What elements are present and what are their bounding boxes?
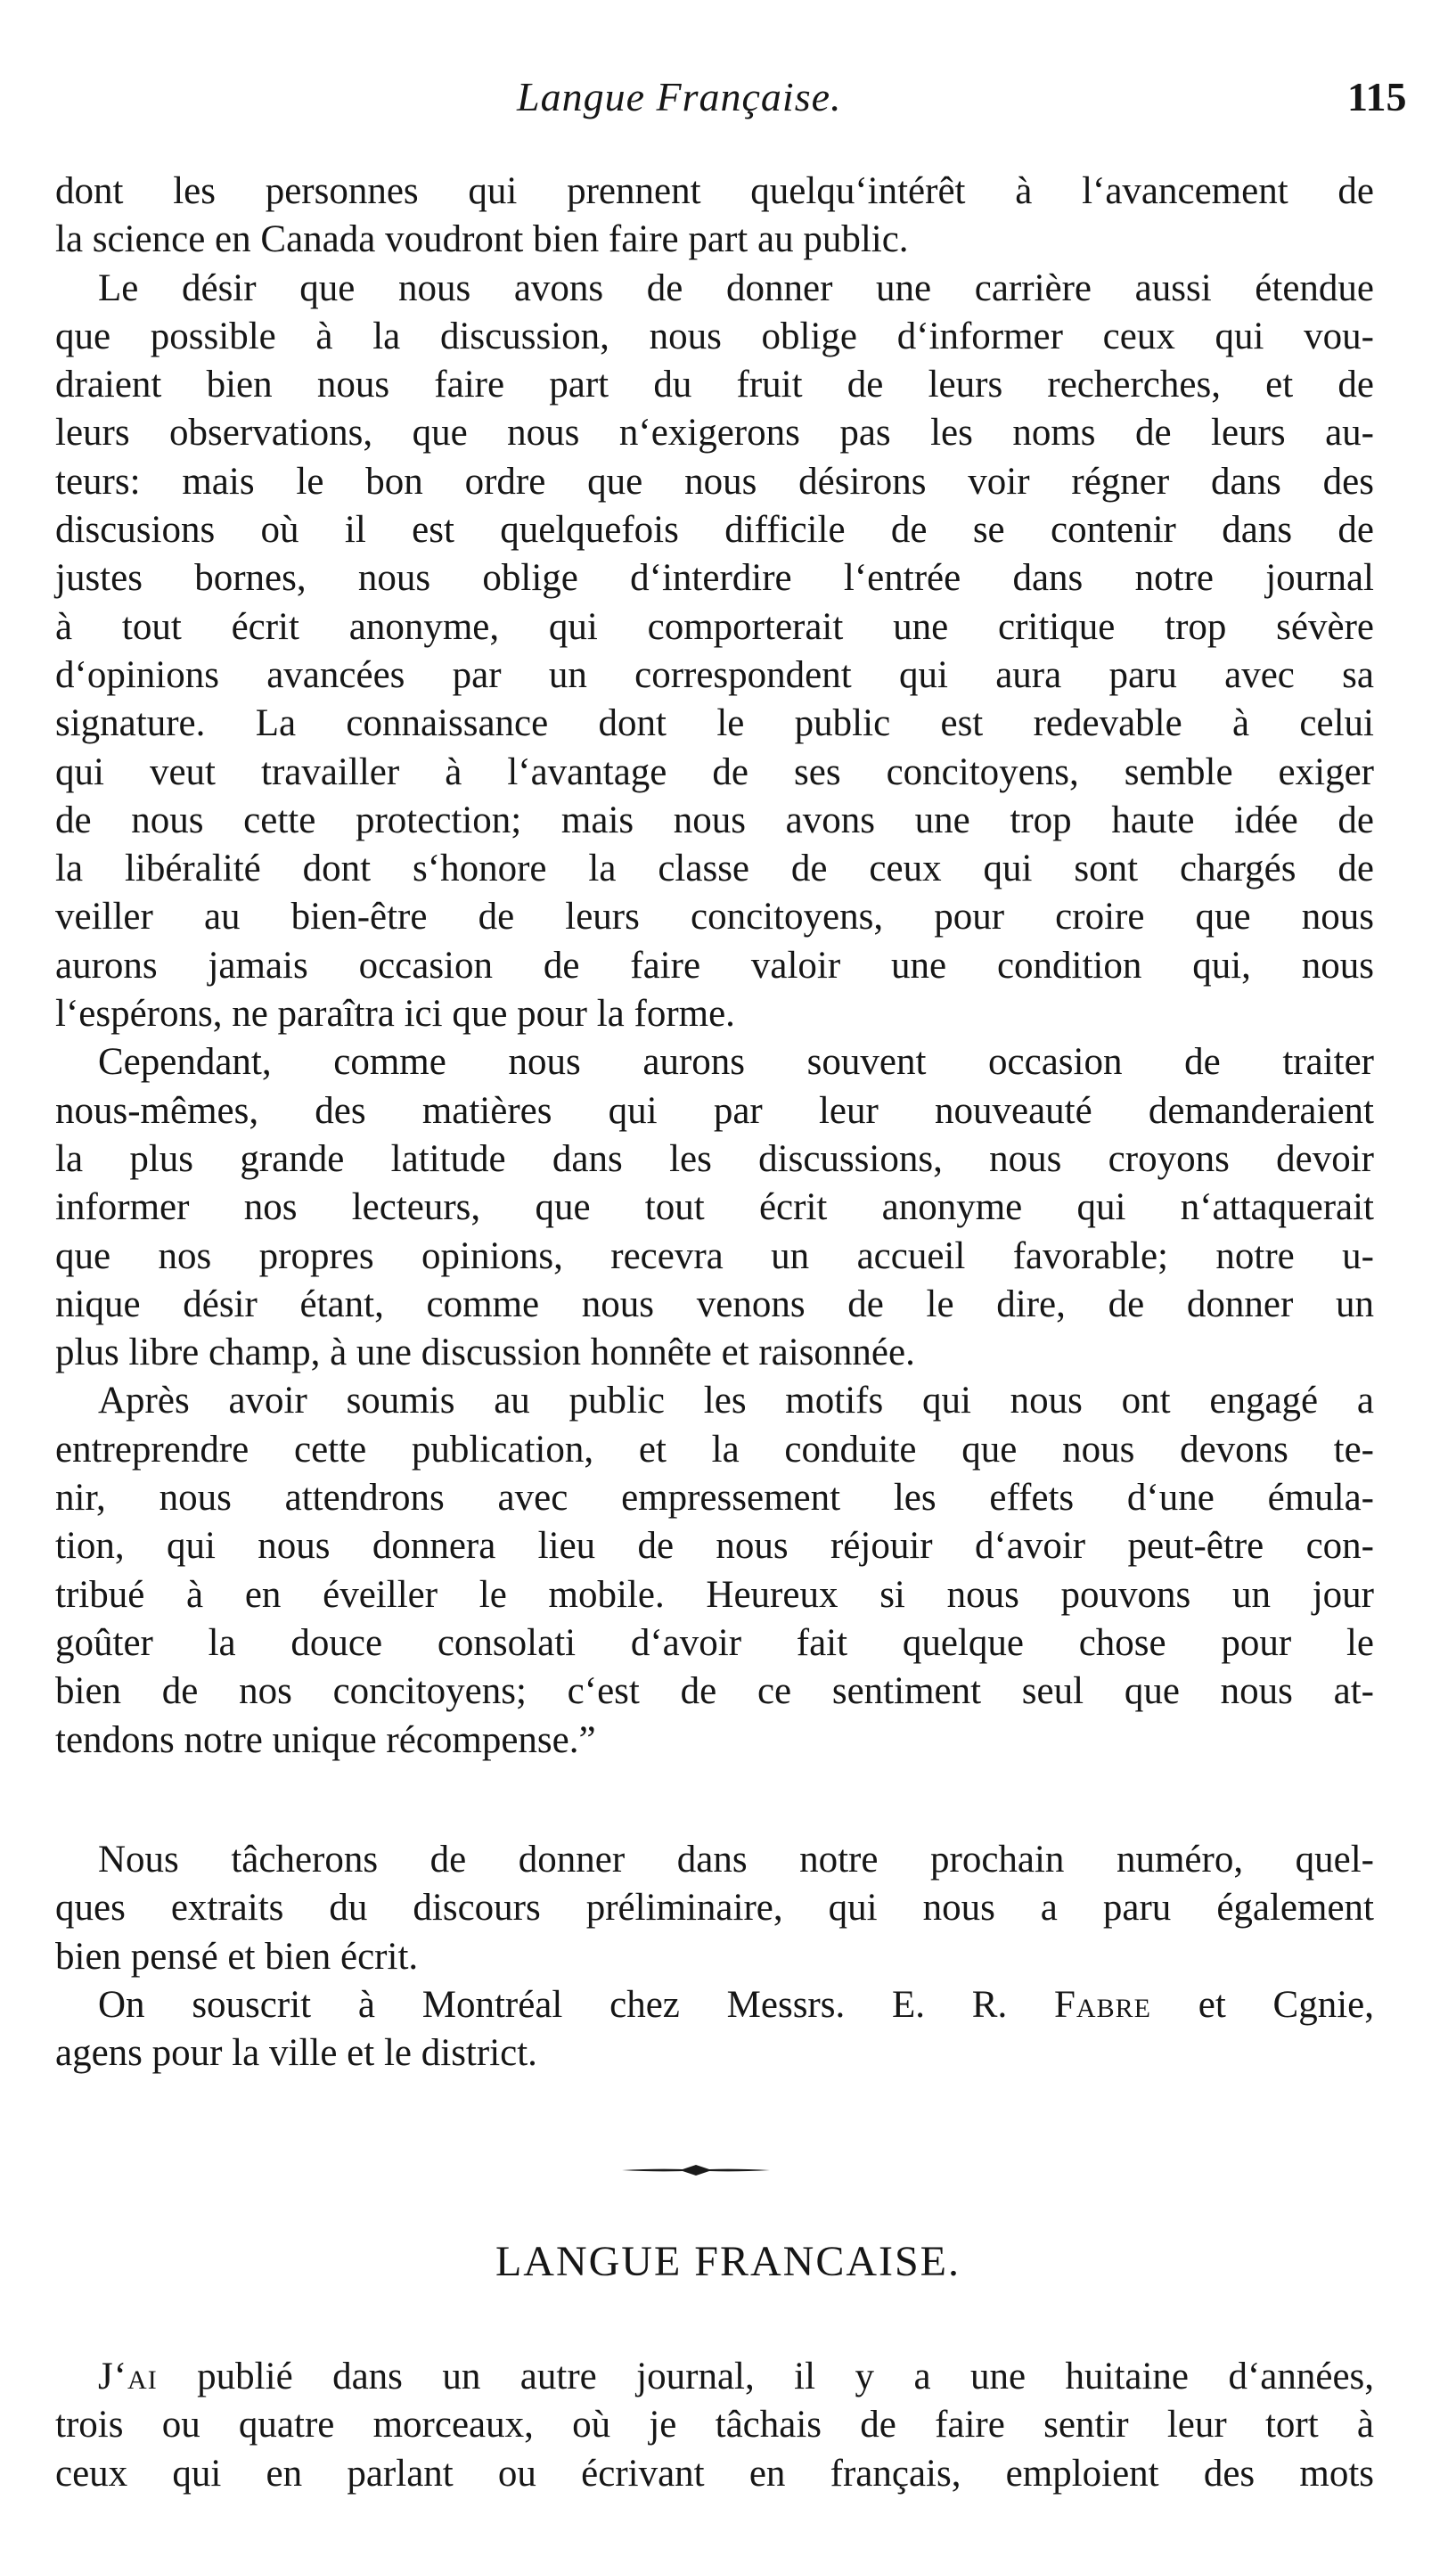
text-line: de nous cette protection; mais nous avons une trop haute idée de xyxy=(55,799,1374,841)
opening-line-text: publié dans un autre journal, il y a une huitaine d‘années, xyxy=(197,2356,1375,2397)
text-line: trois ou quatre morceaux, où je tâchais de faire sentir leur tort à xyxy=(55,2404,1374,2446)
text-line: justes bornes, nous oblige d‘interdire l‘entrée dans notre journal xyxy=(55,557,1374,600)
text-line: bien pensé et bien écrit. xyxy=(55,1935,419,1978)
text-line: la science en Canada voudront bien faire part au public. xyxy=(55,218,909,261)
text-line: ceux qui en parlant ou écrivant en français, emploient des mots xyxy=(55,2452,1374,2495)
paragraph-start-line: Le désir que nous avons de donner une carrière aussi étendue xyxy=(98,266,1374,309)
text-line: la libéralité dont s‘honore la classe de ceux qui sont chargés de xyxy=(55,848,1374,890)
section-body xyxy=(55,2353,1374,2498)
text-line: aurons jamais occasion de faire valoir une condition qui, nous xyxy=(55,944,1374,987)
body-text xyxy=(55,168,1374,1765)
paragraph-start-line xyxy=(55,2353,1374,2401)
text-line: agens pour la ville et le district. xyxy=(55,2032,537,2075)
text-line: qui veut travailler à l‘avantage de ses concitoyens, semble exiger xyxy=(55,750,1374,793)
running-title: Langue Française. xyxy=(517,74,842,119)
text-line: que nos propres opinions, recevra un accueil favorable; notre u- xyxy=(55,1234,1374,1277)
text-line: la plus grande latitude dans les discussions, nous croyons devoir xyxy=(55,1137,1374,1180)
text-line: leurs observations, que nous n‘exigerons pas les noms de leurs au- xyxy=(55,412,1374,455)
text-line: discusions où il est quelquefois difficile de se contenir dans de xyxy=(55,509,1374,552)
running-header xyxy=(0,73,1456,135)
text-line: d‘opinions avancées par un correspondent qui aura paru avec sa xyxy=(55,653,1374,696)
text-line: l‘espérons, ne paraîtra ici que pour la forme. xyxy=(55,993,735,1036)
subscription-text: On souscrit à Montréal chez Messrs. E. R. xyxy=(98,1983,1008,2026)
text-line: goûter la douce consolati d‘avoir fait quelque chose pour le xyxy=(55,1621,1374,1664)
text-line: informer nos lecteurs, que tout écrit anonyme qui n‘attaquerait xyxy=(55,1186,1374,1229)
text-line: entreprendre cette publication, et la conduite que nous devons te- xyxy=(55,1428,1374,1471)
paragraph-start-line: Nous tâcherons de donner dans notre prochain numéro, quel- xyxy=(98,1839,1374,1881)
ornamental-divider xyxy=(620,2161,772,2179)
text-line: nous-mêmes, des matières qui par leur nouveauté demanderaient xyxy=(55,1089,1374,1132)
text-line: nir, nous attendrons avec empressement les effets d‘une émula- xyxy=(55,1477,1374,1520)
page-number: 115 xyxy=(1347,74,1407,119)
text-line: tion, qui nous donnera lieu de nous réjouir d‘avoir peut-être con- xyxy=(55,1525,1374,1568)
text-line: tribué à en éveiller le mobile. Heureux si nous pouvons un jour xyxy=(55,1573,1374,1616)
text-line: draient bien nous faire part du fruit de leurs recherches, et de xyxy=(55,364,1374,406)
text-line: dont les personnes qui prennent quelqu‘intérêt à l‘avancement de xyxy=(55,170,1374,212)
dropped-opening-word: J‘ai xyxy=(98,2356,158,2397)
text-line: à tout écrit anonyme, qui comporterait une critique trop sévère xyxy=(55,605,1374,648)
editorial-note xyxy=(55,1836,1374,2078)
publisher-name: Fabre xyxy=(1054,1983,1151,2026)
text-line: bien de nos concitoyens; c‘est de ce sentiment seul que nous at- xyxy=(55,1670,1374,1713)
subscription-text-end: et Cgnie, xyxy=(1198,1983,1375,2026)
text-line: veiller au bien-être de leurs concitoyens, pour croire que nous xyxy=(55,896,1374,938)
text-line: signature. La connaissance dont le public est redevable à celui xyxy=(55,702,1374,745)
text-line: que possible à la discussion, nous oblige d‘informer ceux qui vou- xyxy=(55,315,1374,357)
paragraph-start-line: Après avoir soumis au public les motifs qui nous ont engagé a xyxy=(98,1380,1374,1422)
text-line: ques extraits du discours préliminaire, qui nous a paru également xyxy=(55,1887,1374,1930)
text-line: plus libre champ, à une discussion honnête et raisonnée. xyxy=(55,1332,915,1374)
text-line: nique désir étant, comme nous venons de le dire, de donner un xyxy=(55,1283,1374,1325)
subscription-line xyxy=(55,1981,1374,2029)
section-title: LANGUE FRANCAISE. xyxy=(495,2238,961,2285)
paragraph-start-line: Cependant, comme nous aurons souvent occasion de traiter xyxy=(98,1041,1374,1084)
text-line: teurs: mais le bon ordre que nous désirons voir régner dans des xyxy=(55,460,1374,503)
text-line: tendons notre unique récompense.” xyxy=(55,1718,596,1761)
